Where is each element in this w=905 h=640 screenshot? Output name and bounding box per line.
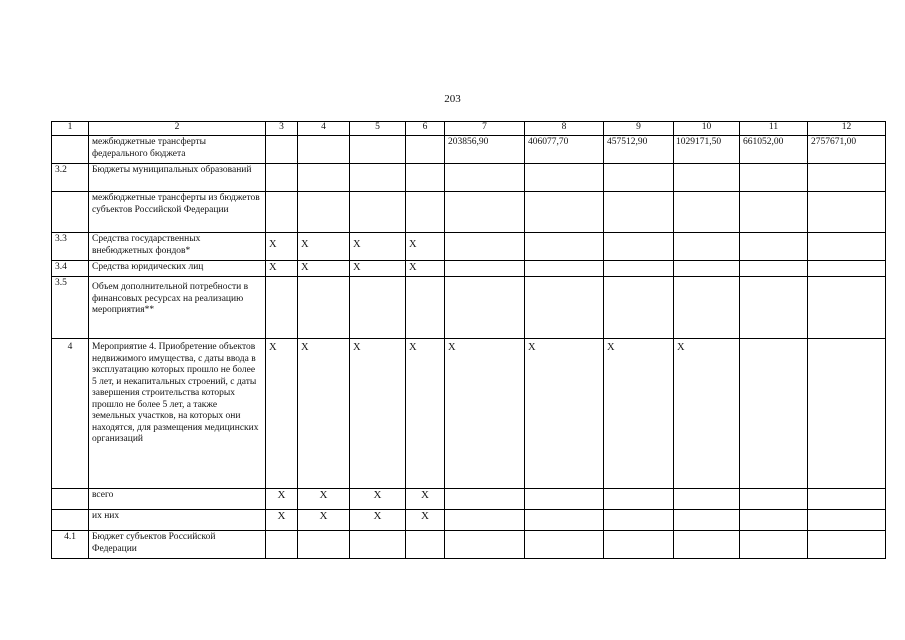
table-cell [808,164,886,192]
table-cell [604,192,674,233]
table-cell: X [406,339,445,489]
table-cell [674,261,740,277]
row-description: Средства юридических лиц [89,261,266,277]
table-cell: 406077,70 [525,136,604,164]
table-cell [674,510,740,531]
table-cell [525,164,604,192]
row-number: 3.2 [52,164,89,192]
table-cell [298,531,350,559]
table-cell: X [298,510,350,531]
table-cell: 203856,90 [445,136,525,164]
table-cell [350,164,406,192]
row-number: 4.1 [52,531,89,559]
table-cell [266,192,298,233]
table-cell: X [350,233,406,261]
table-cell: X [406,261,445,277]
table-cell [445,261,525,277]
row-description: Объем дополнительной потребности в финансовых ресурсах на реализацию мероприятия** [89,277,266,339]
column-header: 2 [89,122,266,136]
row-description: Бюджет субъектов Российской Федерации [89,531,266,559]
table-cell: X [266,233,298,261]
table-cell [604,164,674,192]
table-cell: X [266,510,298,531]
table-cell [740,192,808,233]
table-cell [266,531,298,559]
table-cell [525,192,604,233]
table-cell [808,339,886,489]
table-cell [406,277,445,339]
table-cell [604,531,674,559]
table-cell [740,233,808,261]
table-row [52,531,886,559]
column-header: 9 [604,122,674,136]
table-cell: X [298,339,350,489]
table-cell [740,339,808,489]
table-cell [350,192,406,233]
table-row [52,339,886,489]
table-cell [808,531,886,559]
table-cell [525,261,604,277]
table-cell: X [350,261,406,277]
table-cell [604,277,674,339]
table-cell [266,136,298,164]
table-cell [740,510,808,531]
table-cell [674,164,740,192]
row-description: всего [89,489,266,510]
row-description: Бюджеты муниципальных образований [89,164,266,192]
table-cell [406,136,445,164]
table-cell [808,510,886,531]
row-description: Средства государственных внебюджетных фондов* [89,233,266,261]
table-cell: X [525,339,604,489]
column-header: 7 [445,122,525,136]
table-cell [604,489,674,510]
table-cell [808,192,886,233]
row-number: 4 [52,339,89,489]
column-header: 5 [350,122,406,136]
column-header: 8 [525,122,604,136]
column-header: 3 [266,122,298,136]
budget-table [51,121,886,559]
table-cell: X [350,339,406,489]
table-cell: 457512,90 [604,136,674,164]
table-cell [808,277,886,339]
row-number [52,510,89,531]
table-header-row [52,122,886,136]
table-cell [298,164,350,192]
column-header: 6 [406,122,445,136]
table-cell [740,489,808,510]
table-cell [674,233,740,261]
table-cell [525,510,604,531]
table-cell: X [406,233,445,261]
table-cell: X [445,339,525,489]
table-cell [406,192,445,233]
table-cell [350,531,406,559]
table-cell [445,510,525,531]
table-cell: X [406,489,445,510]
table-row [52,164,886,192]
table-cell [525,489,604,510]
table-cell [740,531,808,559]
table-cell [808,261,886,277]
row-number [52,136,89,164]
table-cell: X [298,489,350,510]
table-cell [740,164,808,192]
table-cell [674,192,740,233]
row-description: межбюджетные трансферты из бюджетов субъектов Российской Федерации [89,192,266,233]
table-cell [406,164,445,192]
column-header: 12 [808,122,886,136]
table-cell [445,233,525,261]
table-cell [604,510,674,531]
table-cell [445,531,525,559]
table-cell [350,136,406,164]
table-cell [525,233,604,261]
row-number [52,489,89,510]
table-cell [740,261,808,277]
table-cell: X [674,339,740,489]
column-header: 10 [674,122,740,136]
table-cell [740,277,808,339]
table-cell [808,233,886,261]
column-header: 4 [298,122,350,136]
table-row [52,192,886,233]
table-cell [266,277,298,339]
table-cell [525,531,604,559]
table-cell: 2757671,00 [808,136,886,164]
table-cell: X [266,489,298,510]
page-number: 203 [444,93,461,105]
row-number: 3.5 [52,277,89,339]
table-cell [525,277,604,339]
table-cell [266,164,298,192]
table-row [52,510,886,531]
table-cell [604,261,674,277]
table-cell: X [266,339,298,489]
table-cell [445,277,525,339]
table-row [52,136,886,164]
table-cell: X [406,510,445,531]
table-cell [674,489,740,510]
table-row [52,261,886,277]
column-header: 11 [740,122,808,136]
table-cell [406,531,445,559]
table-cell: X [298,261,350,277]
row-number: 3.4 [52,261,89,277]
table-cell: X [604,339,674,489]
table-cell: 661052,00 [740,136,808,164]
row-description: межбюджетные трансферты федерального бюджета [89,136,266,164]
table-cell [445,164,525,192]
table-cell: X [298,233,350,261]
table-cell: X [266,261,298,277]
column-header: 1 [52,122,89,136]
table-cell [604,233,674,261]
table-cell [808,489,886,510]
row-description: их них [89,510,266,531]
table-cell [445,489,525,510]
table-cell [298,192,350,233]
table-cell: X [350,489,406,510]
table-cell [674,277,740,339]
table-cell [298,277,350,339]
table-cell: X [350,510,406,531]
table-cell [445,192,525,233]
row-number: 3.3 [52,233,89,261]
table-cell [350,277,406,339]
table-cell [674,531,740,559]
table-row [52,233,886,261]
row-number [52,192,89,233]
table-cell: 1029171,50 [674,136,740,164]
table-row [52,489,886,510]
row-description: Мероприятие 4. Приобретение объектов недвижимого имущества, с даты ввода в эксплуатацию которых прошло не более 5 лет, и некапитальных строений, с даты завершения строительства которых прошло не более 5 лет, а также земельных участков, на которых они находятся, для размещения медицинских организаций [89,339,266,489]
table-cell [298,136,350,164]
table-row [52,277,886,339]
